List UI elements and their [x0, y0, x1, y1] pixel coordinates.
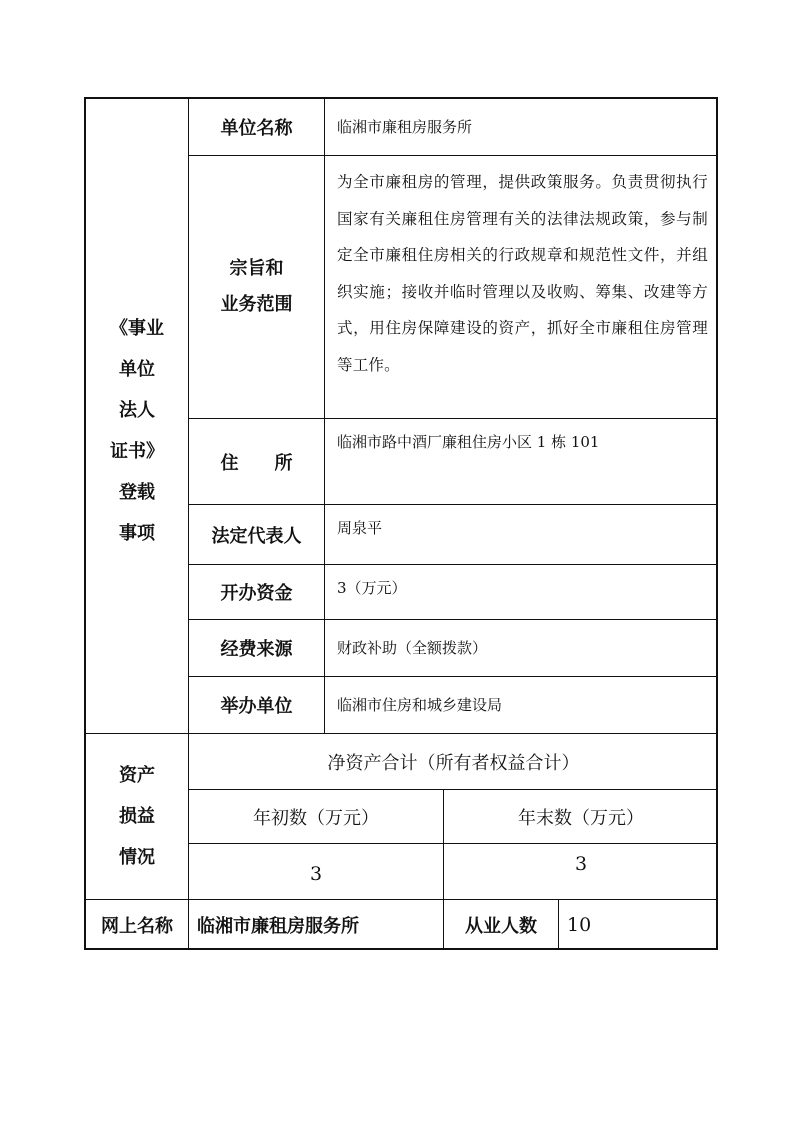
purpose-scope-value: 为全市廉租房的管理，提供政策服务。负责贯彻执行国家有关廉租住房管理有关的法律法规政策，参与制定全市廉租住房相关的行政规章和规范性文件，并组织实施；接收并临时管理以及收购、筹集、改建等方式，用住房保障建设的资产，抓好全市廉租住房管理等工作。 — [337, 173, 708, 374]
registration-table — [84, 97, 718, 950]
unit-name-value: 临湘市廉租房服务所 — [337, 118, 473, 136]
assets-section-label: 资产 损益 情况 — [119, 765, 155, 868]
online-name-label: 网上名称 — [101, 916, 173, 937]
address-value: 临湘市路中酒厂廉租住房小区 1 栋 101 — [337, 433, 600, 451]
staff-count-value: 10 — [567, 914, 592, 936]
sponsor-unit-value: 临湘市住房和城乡建设局 — [337, 696, 503, 714]
sponsor-unit-label: 举办单位 — [220, 696, 293, 717]
end-of-year-value: 3 — [574, 852, 588, 875]
start-capital-label: 开办资金 — [220, 583, 293, 604]
staff-count-label: 从业人数 — [465, 916, 537, 937]
registration-section-label: 《事业 单位 法人 证书》 登载 事项 — [110, 318, 164, 544]
address-label: 住 所 — [220, 452, 293, 474]
start-capital-value: 3（万元） — [337, 579, 407, 597]
legal-representative-label: 法定代表人 — [211, 525, 302, 547]
end-of-year-label: 年末数（万元） — [518, 807, 644, 829]
funding-source-value: 财政补助（全额拨款） — [337, 639, 488, 657]
purpose-scope-label: 宗旨和 业务范围 — [220, 258, 293, 315]
net-assets-header: 净资产合计（所有者权益合计） — [327, 752, 580, 774]
funding-source-label: 经费来源 — [220, 639, 293, 660]
legal-representative-value: 周泉平 — [337, 519, 383, 537]
begin-of-year-label: 年初数（万元） — [253, 807, 379, 829]
begin-of-year-value: 3 — [309, 862, 323, 885]
unit-name-label: 单位名称 — [220, 118, 293, 139]
online-name-value: 临湘市廉租房服务所 — [197, 916, 359, 937]
